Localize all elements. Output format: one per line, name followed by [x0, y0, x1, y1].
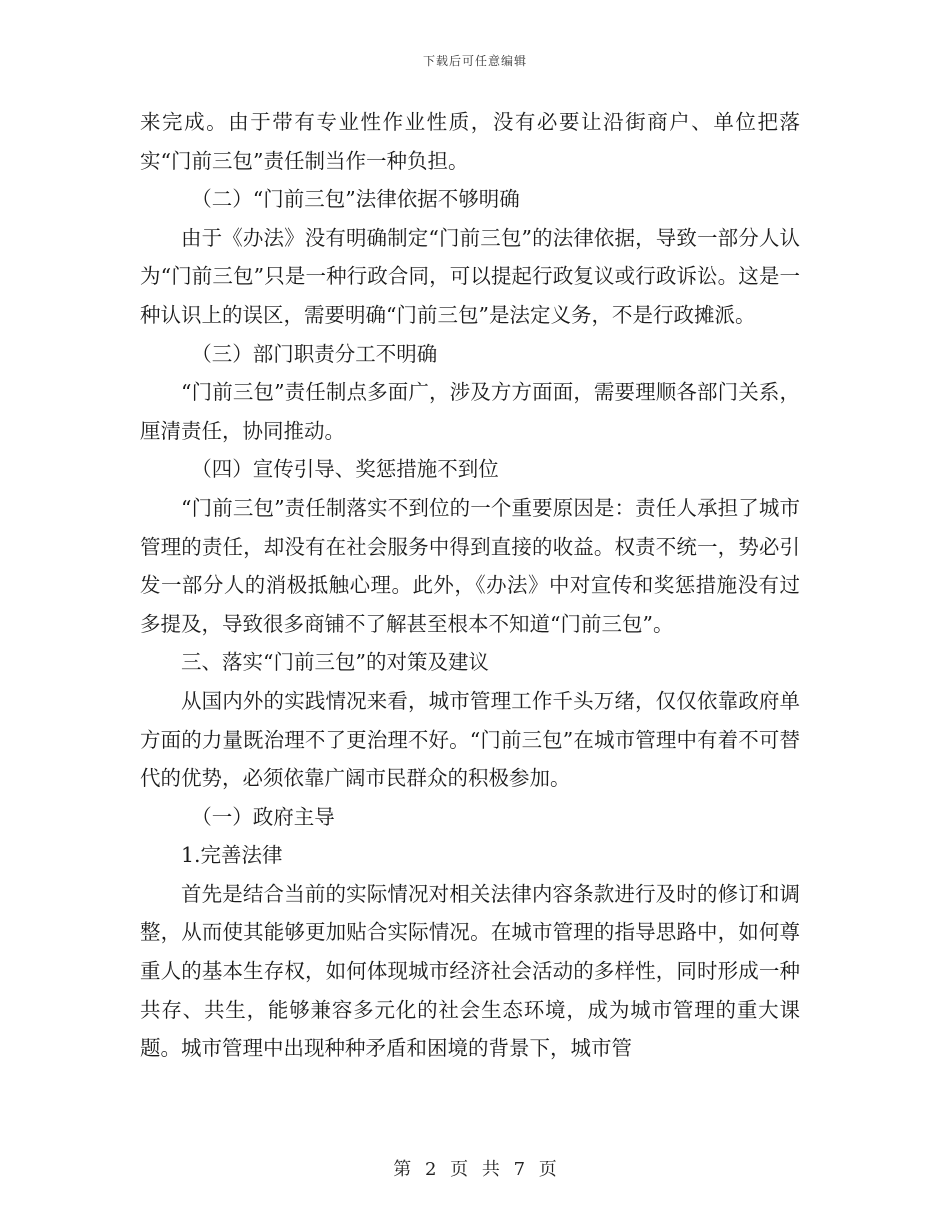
document-body — [140, 103, 800, 1068]
subheading-department-duties: （三）部门职责分工不明确 — [191, 341, 438, 366]
section-heading-countermeasures: 三、落实“门前三包”的对策及建议 — [181, 650, 489, 675]
paragraph-improve-law: 首先是结合当前的实际情况对相关法律内容条款进行及时的修订和调整，从而使其能够更加贴合实际情况。在城市管理的指导思路中，如何尊重人的基本生存权，如何体现城市经济社会活动的多样性，同时形成一种共存、共生，能够兼容多元化的社会生态环境，成为城市管理的重大课题。城市管理中出现种种矛盾和困境的背景下，城市管 — [140, 881, 800, 1061]
paragraph-department-duties: “门前三包”责任制点多面广，涉及方方面面，需要理顺各部门关系，厘清责任，协同推动。 — [140, 380, 800, 443]
page-number-footer: 第 2 页 共 7 页 — [393, 1159, 557, 1180]
paragraph-publicity-incentives: “门前三包”责任制落实不到位的一个重要原因是：责任人承担了城市管理的责任，却没有在社会服务中得到直接的收益。权责不统一，势必引发一部分人的消极抵触心理。此外，《办法》中对宣传和奖惩措施没有过多提及，导致很多商铺不了解甚至根本不知道“门前三包”。 — [140, 495, 800, 636]
subheading-legal-basis: （二）“门前三包”法律依据不够明确 — [191, 187, 520, 212]
paragraph-continuation: 来完成。由于带有专业性作业性质，没有必要让沿街商户、单位把落实“门前三包”责任制当作一种负担。 — [140, 110, 800, 173]
item-heading-improve-law: 1.完善法律 — [181, 843, 283, 868]
subheading-publicity-incentives: （四）宣传引导、奖惩措施不到位 — [191, 457, 499, 482]
page-header: 下载后可任意编辑 — [422, 54, 527, 68]
paragraph-legal-basis: 由于《办法》没有明确制定“门前三包”的法律依据，导致一部分人认为“门前三包”只是一种行政合同，可以提起行政复议或行政诉讼。这是一种认识上的误区，需要明确“门前三包”是法定义务，不是行政摊派。 — [140, 225, 800, 327]
subheading-government-led: （一）政府主导 — [191, 804, 335, 829]
paragraph-countermeasures-intro: 从国内外的实践情况来看，城市管理工作千头万绪，仅仅依靠政府单方面的力量既治理不了更治理不好。“门前三包”在城市管理中有着不可替代的优势，必须依靠广阔市民群众的积极参加。 — [140, 688, 800, 791]
